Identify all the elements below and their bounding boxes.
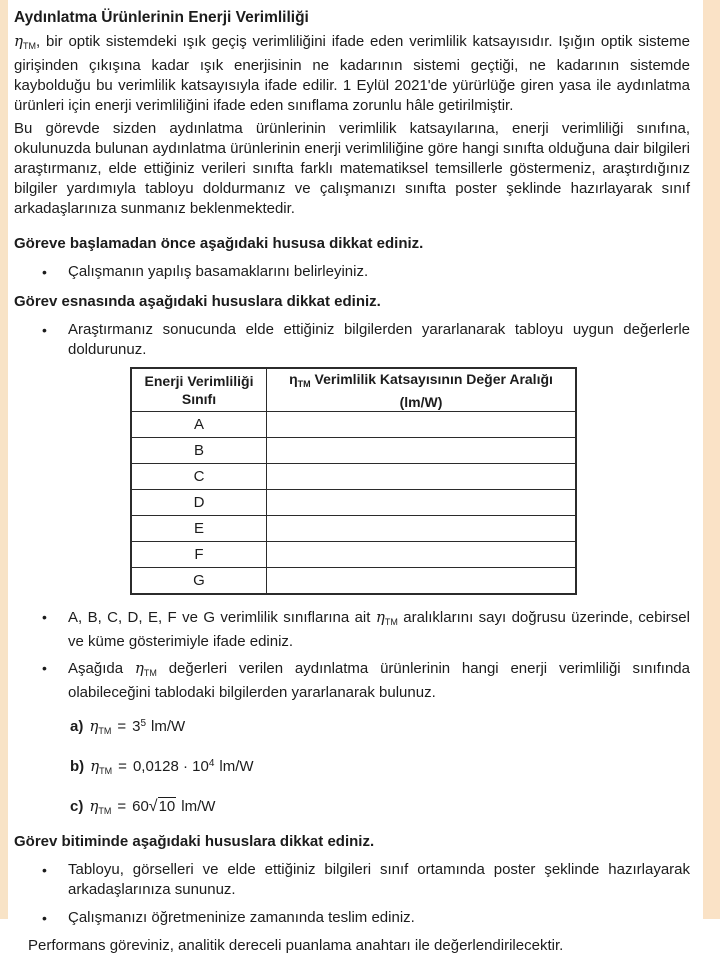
list-item bbox=[14, 860, 690, 900]
table-row bbox=[131, 568, 576, 595]
table-row bbox=[131, 438, 576, 464]
eta-tm-symbol: $\eta_{TM}$ bbox=[375, 608, 398, 627]
right-border-band bbox=[703, 0, 720, 919]
page-title: Aydınlatma Ürünlerinin Enerji Verimliliği bbox=[14, 9, 309, 26]
section-heading-after-task: Görev bitiminde aşağıdaki hususlara dikkat ediniz. bbox=[14, 833, 375, 850]
eta-tm-symbol: $\eta_{TM}$ bbox=[89, 797, 112, 816]
value-cell-empty bbox=[267, 412, 577, 438]
class-label-cell: A bbox=[131, 412, 267, 438]
eta-tm-symbol: $\eta_{TM}$ bbox=[134, 659, 157, 678]
unit-label: lm/W bbox=[219, 758, 254, 775]
value-cell-empty bbox=[267, 438, 577, 464]
bullet-icon: • bbox=[42, 322, 47, 338]
table-row bbox=[131, 516, 576, 542]
efficiency-class-table bbox=[130, 367, 577, 595]
list-item bbox=[14, 262, 690, 282]
eta-tm-symbol: $\eta_{TM}$ bbox=[14, 32, 36, 51]
math-item-b bbox=[70, 755, 690, 782]
bullet-text: Tabloyu, görselleri ve elde ettiğiniz bilgileri sınıf ortamında poster şeklinde hazırlayarak arkadaşlarınıza sununuz. bbox=[68, 861, 690, 898]
value-cell-empty bbox=[267, 464, 577, 490]
value-cell-empty bbox=[267, 516, 577, 542]
eta-tm-symbol: $\eta_{TM}$ bbox=[90, 757, 113, 776]
unit-label: lm/W bbox=[151, 718, 186, 735]
bullet-text: Araştırmanız sonucunda elde ettiğiniz bilgilerden yararlanarak tabloyu uygun değerlerle doldurunuz. bbox=[68, 321, 690, 358]
math-value: $3^5$ bbox=[132, 718, 147, 735]
table-row bbox=[131, 464, 576, 490]
section-heading-during-task: Görev esnasında aşağıdaki hususlara dikkat ediniz. bbox=[14, 293, 381, 310]
bullet-text: Aşağıda $\eta_{TM}$ değerleri verilen aydınlatma ürünlerinin hangi enerji verimliliği sınıfında olabileceğini tablodaki bilgilerden yararlanarak bulunuz. bbox=[68, 659, 690, 701]
math-value: $0,0128 \cdot 10^4$ bbox=[132, 758, 215, 775]
bullet-icon: • bbox=[42, 910, 47, 926]
math-item-c bbox=[70, 795, 690, 822]
intro-paragraph-2: Bu görevde sizden aydınlatma ürünlerinin verimlilik katsayılarına, enerji verimliliği sınıfına, okulunuzda bulunan aydınlatma ürünlerinin enerji verimliliğine göre hangi sınıfta olduğuna dair bilgileri araştırmanız, elde ettiğiniz verileri sınıfta farklı matematiksel temsillerle göstermeniz, araştırdığınız bilgiler yardımıyla tabloyu doldurmanız ve çalışmanızı sınıfta poster şeklinde hazırlayarak sınıf arkadaşlarınıza sunmanız beklenmektedir. bbox=[14, 120, 690, 217]
equals-sign: = bbox=[117, 718, 127, 735]
unit-label: lm/W bbox=[181, 798, 216, 815]
table-header-class-column: Enerji Verimliliği Sınıfı bbox=[131, 368, 267, 412]
equals-sign: = bbox=[118, 758, 127, 775]
square-root-icon: √ bbox=[148, 798, 158, 815]
bullet-icon: • bbox=[42, 862, 47, 878]
section-heading-before-task: Göreve başlamadan önce aşağıdaki hususa dikkat ediniz. bbox=[14, 235, 424, 252]
list-item bbox=[14, 658, 690, 703]
table-row bbox=[131, 412, 576, 438]
table-header-value-column: $\eta_{TM}$ Verimlilik Katsayısının Değer Aralığı (lm/W) bbox=[267, 368, 577, 412]
eta-tm-symbol: $\eta_{TM}$ bbox=[89, 717, 112, 736]
math-item-a bbox=[70, 715, 690, 742]
page-content bbox=[14, 0, 690, 956]
eta-tm-symbol: $\eta_{TM}$ bbox=[289, 370, 311, 389]
bullet-text: Çalışmanızı öğretmeninize zamanında teslim ediniz. bbox=[68, 909, 415, 926]
class-label-cell: E bbox=[131, 516, 267, 542]
value-cell-empty bbox=[267, 542, 577, 568]
item-label: c) bbox=[70, 798, 84, 815]
left-border-band bbox=[0, 0, 8, 919]
class-label-cell: B bbox=[131, 438, 267, 464]
value-cell-empty bbox=[267, 490, 577, 516]
footer-note: Performans göreviniz, analitik dereceli puanlama anahtarı ile değerlendirilecektir. bbox=[28, 937, 564, 954]
intro-paragraph-1 bbox=[14, 31, 690, 116]
list-item bbox=[14, 908, 690, 928]
class-label-cell: D bbox=[131, 490, 267, 516]
bullet-icon: • bbox=[42, 660, 47, 676]
item-label: b) bbox=[70, 758, 85, 775]
table-row bbox=[131, 542, 576, 568]
value-cell-empty bbox=[267, 568, 577, 595]
bullet-icon: • bbox=[42, 264, 47, 280]
class-label-cell: C bbox=[131, 464, 267, 490]
bullet-text: Çalışmanın yapılış basamaklarını belirleyiniz. bbox=[68, 263, 369, 280]
equals-sign: = bbox=[117, 798, 127, 815]
bullet-text: A, B, C, D, E, F ve G verimlilik sınıflarına ait $\eta_{TM}$ aralıklarını sayı doğrusu üzerinde, cebirsel ve küme gösterimiyle ifade ediniz. bbox=[68, 608, 690, 650]
bullet-icon: • bbox=[42, 609, 47, 625]
class-label-cell: F bbox=[131, 542, 267, 568]
list-item bbox=[14, 320, 690, 360]
paragraph-text: , bir optik sistemdeki ışık geçiş verimliliğini ifade eden verimlilik katsayısıdır. Işığın optik sisteme girişinden çıkışına kadar ışık enerjisinin ne kadarının sistemi geçtiği, ne kadarının sistemde kaybolduğu bu verimlilik katsayısıyla ifade edilir. 1 Eylül 2021'de yürürlüğe giren yasa ile aydınlatma ürünleri için enerji verimliliğini ifade eden sınıflama zorunlu hâle getirilmiştir. bbox=[14, 33, 690, 114]
item-label: a) bbox=[70, 718, 84, 735]
list-item bbox=[14, 607, 690, 652]
class-label-cell: G bbox=[131, 568, 267, 595]
math-value: 60√10 bbox=[132, 798, 176, 815]
table-row bbox=[131, 490, 576, 516]
table-header-row bbox=[131, 368, 576, 412]
